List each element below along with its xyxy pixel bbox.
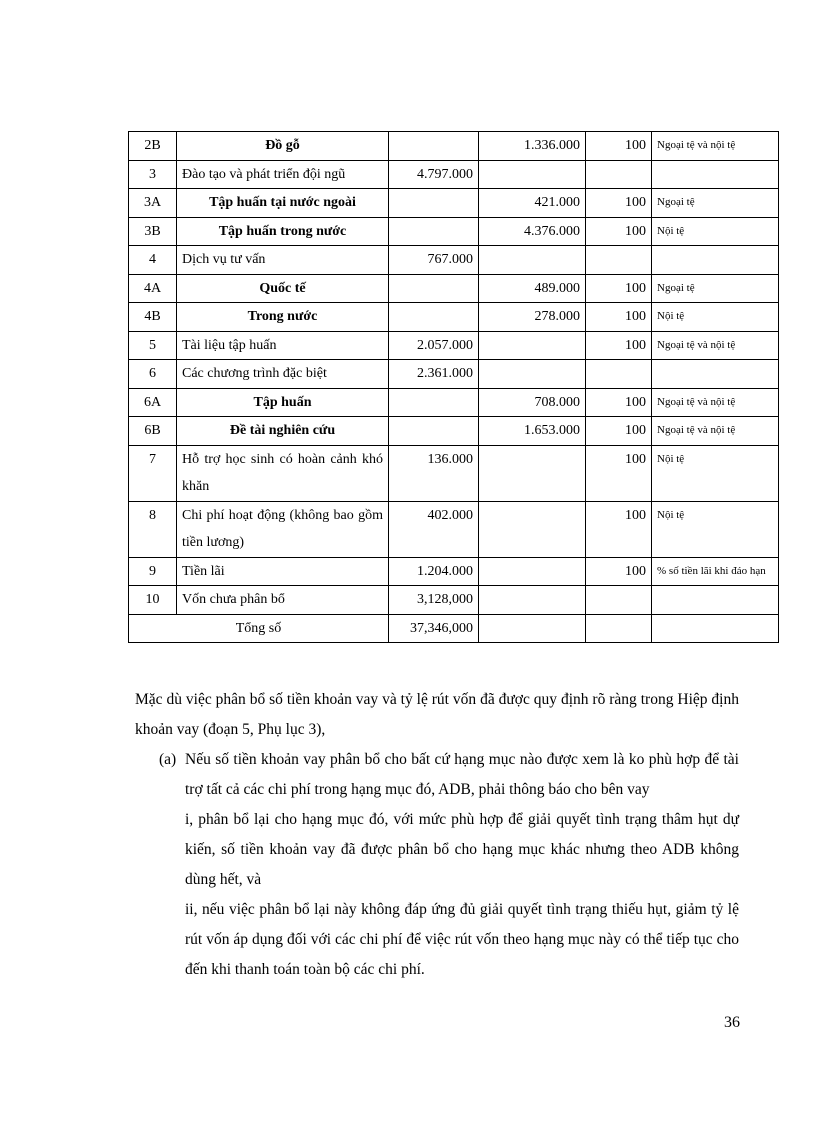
sub-category-amount: 421.000 [479, 189, 586, 218]
currency-note: Ngoại tệ và nội tệ [652, 331, 779, 360]
currency-note [652, 246, 779, 275]
clause-a-label: (a) [159, 751, 177, 768]
table-row [129, 586, 779, 615]
table-row [129, 501, 779, 557]
row-number: 2B [129, 132, 177, 161]
withdrawal-percentage: 100 [586, 417, 652, 446]
category-name: Tập huấn [177, 388, 389, 417]
category-name: Đề tài nghiên cứu [177, 417, 389, 446]
sub-category-amount [479, 501, 586, 557]
allocated-amount: 3,128,000 [389, 586, 479, 615]
withdrawal-percentage: 100 [586, 274, 652, 303]
currency-note: Ngoại tệ và nội tệ [652, 132, 779, 161]
sub-category-amount [479, 557, 586, 586]
row-number: 8 [129, 501, 177, 557]
currency-note [652, 360, 779, 389]
allocated-amount: 2.361.000 [389, 360, 479, 389]
row-number: 3A [129, 189, 177, 218]
withdrawal-percentage [586, 360, 652, 389]
sub-clause-ii: ii, nếu việc phân bổ lại này không đáp ứng đủ giải quyết tình trạng thiếu hụt, giảm tỷ lệ rút vốn áp dụng đối với các chi phí để việc rút vốn theo hạng mục này có thể tiếp tục cho đến khi thanh toán toàn bộ các chi phí. [185, 901, 739, 978]
row-number: 6A [129, 388, 177, 417]
currency-note: Nội tệ [652, 303, 779, 332]
currency-note [652, 160, 779, 189]
row-number: 9 [129, 557, 177, 586]
table-row [129, 417, 779, 446]
table-row [129, 132, 779, 161]
table-row [129, 557, 779, 586]
category-name: Chi phí hoạt động (không bao gồm tiền lương) [177, 501, 389, 557]
empty-cell [586, 614, 652, 643]
currency-note [652, 586, 779, 615]
sub-category-amount [479, 331, 586, 360]
category-name: Dịch vụ tư vấn [177, 246, 389, 275]
sub-category-amount: 1.653.000 [479, 417, 586, 446]
allocated-amount [389, 417, 479, 446]
withdrawal-percentage: 100 [586, 501, 652, 557]
sub-category-amount: 1.336.000 [479, 132, 586, 161]
empty-cell [479, 614, 586, 643]
sub-category-amount [479, 360, 586, 389]
allocated-amount [389, 388, 479, 417]
currency-note: Nội tệ [652, 445, 779, 501]
category-name: Quốc tế [177, 274, 389, 303]
sub-category-amount [479, 246, 586, 275]
row-number: 6 [129, 360, 177, 389]
loan-allocation-table [128, 131, 779, 643]
total-amount: 37,346,000 [389, 614, 479, 643]
row-number: 4A [129, 274, 177, 303]
sub-category-amount: 4.376.000 [479, 217, 586, 246]
currency-note: % số tiền lãi khi đáo hạn [652, 557, 779, 586]
clause-a [135, 745, 739, 805]
sub-category-amount [479, 445, 586, 501]
category-name: Vốn chưa phân bổ [177, 586, 389, 615]
allocated-amount [389, 132, 479, 161]
row-number: 6B [129, 417, 177, 446]
withdrawal-percentage [586, 246, 652, 275]
category-name: Trong nước [177, 303, 389, 332]
sub-category-amount: 489.000 [479, 274, 586, 303]
category-name: Đào tạo và phát triển đội ngũ [177, 160, 389, 189]
withdrawal-percentage: 100 [586, 445, 652, 501]
withdrawal-percentage: 100 [586, 189, 652, 218]
withdrawal-percentage: 100 [586, 132, 652, 161]
allocated-amount [389, 303, 479, 332]
category-name: Tài liệu tập huấn [177, 331, 389, 360]
table-row [129, 217, 779, 246]
row-number: 7 [129, 445, 177, 501]
intro-paragraph: Mặc dù việc phân bổ số tiền khoản vay và tỷ lệ rút vốn đã được quy định rõ ràng trong Hiệp định khoản vay (đoạn 5, Phụ lục 3), [135, 691, 739, 738]
currency-note: Ngoại tệ và nội tệ [652, 388, 779, 417]
empty-cell [652, 614, 779, 643]
table-row [129, 331, 779, 360]
category-name: Đồ gỗ [177, 132, 389, 161]
table-row [129, 246, 779, 275]
allocated-amount: 136.000 [389, 445, 479, 501]
withdrawal-percentage [586, 160, 652, 189]
allocated-amount [389, 274, 479, 303]
allocated-amount: 402.000 [389, 501, 479, 557]
table-row [129, 388, 779, 417]
sub-category-amount [479, 586, 586, 615]
row-number: 10 [129, 586, 177, 615]
category-name: Các chương trình đặc biệt [177, 360, 389, 389]
category-name: Hỗ trợ học sinh có hoàn cảnh khó khăn [177, 445, 389, 501]
allocated-amount [389, 217, 479, 246]
currency-note: Nội tệ [652, 501, 779, 557]
currency-note: Ngoại tệ [652, 274, 779, 303]
total-row [129, 614, 779, 643]
table-row [129, 303, 779, 332]
row-number: 4B [129, 303, 177, 332]
clause-list [135, 745, 739, 985]
page-number: 36 [724, 1014, 740, 1031]
table-row [129, 160, 779, 189]
allocated-amount: 1.204.000 [389, 557, 479, 586]
row-number: 3 [129, 160, 177, 189]
currency-note: Ngoại tệ và nội tệ [652, 417, 779, 446]
currency-note: Nội tệ [652, 217, 779, 246]
allocated-amount: 2.057.000 [389, 331, 479, 360]
withdrawal-percentage: 100 [586, 331, 652, 360]
total-label: Tổng số [129, 614, 389, 643]
table-row [129, 360, 779, 389]
clause-a-text: Nếu số tiền khoản vay phân bổ cho bất cứ hạng mục nào được xem là ko phù hợp để tài trợ tất cả các chi phí trong hạng mục đó, ADB, phải thông báo cho bên vay [185, 751, 739, 798]
category-name: Tập huấn tại nước ngoài [177, 189, 389, 218]
row-number: 4 [129, 246, 177, 275]
table-body [129, 132, 779, 643]
table-row [129, 445, 779, 501]
allocated-amount [389, 189, 479, 218]
withdrawal-percentage: 100 [586, 557, 652, 586]
withdrawal-percentage [586, 586, 652, 615]
category-name: Tập huấn trong nước [177, 217, 389, 246]
currency-note: Ngoại tệ [652, 189, 779, 218]
sub-category-amount: 708.000 [479, 388, 586, 417]
withdrawal-percentage: 100 [586, 388, 652, 417]
withdrawal-percentage: 100 [586, 217, 652, 246]
category-name: Tiền lãi [177, 557, 389, 586]
sub-category-amount [479, 160, 586, 189]
allocated-amount: 767.000 [389, 246, 479, 275]
allocated-amount: 4.797.000 [389, 160, 479, 189]
table-row [129, 274, 779, 303]
sub-clause-i: i, phân bổ lại cho hạng mục đó, với mức phù hợp để giải quyết tình trạng thâm hụt dự kiến, số tiền khoản vay đã được phân bổ cho hạng mục khác nhưng theo ADB không dùng hết, và [185, 811, 739, 888]
row-number: 5 [129, 331, 177, 360]
withdrawal-percentage: 100 [586, 303, 652, 332]
table-row [129, 189, 779, 218]
sub-category-amount: 278.000 [479, 303, 586, 332]
row-number: 3B [129, 217, 177, 246]
